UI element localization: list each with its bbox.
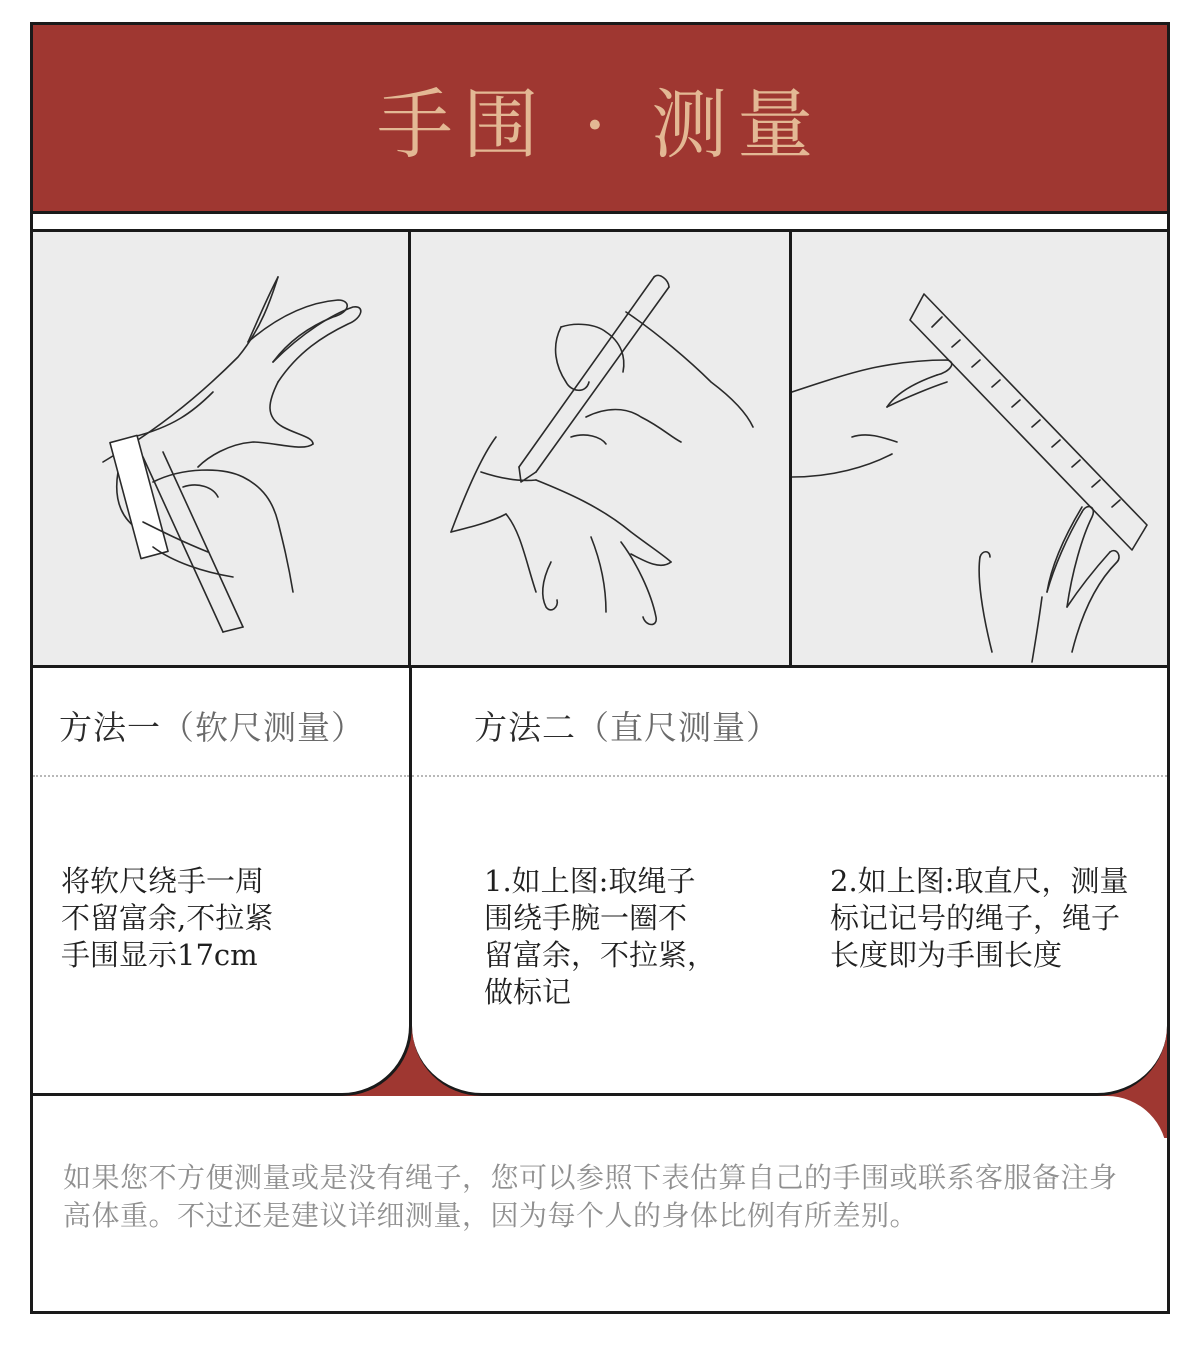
method-two-title-main: 方法二 xyxy=(474,708,576,747)
method-two-step-two: 2.如上图:取直尺，测量 标记记号的绳子，绳子 长度即为手围长度 xyxy=(830,864,1129,972)
pen-marking-string-icon xyxy=(411,232,789,665)
note-card xyxy=(33,1096,1167,1311)
method-two-title xyxy=(474,702,780,749)
method-two-title-sub: （直尺测量） xyxy=(576,708,780,747)
pen-marking-illustration xyxy=(411,232,792,665)
dotted-divider xyxy=(33,775,409,777)
method-one-card xyxy=(33,668,412,1096)
method-one-title-main: 方法一 xyxy=(59,708,161,747)
methods-section xyxy=(33,668,1167,1311)
method-two-card xyxy=(412,668,1167,1096)
page-title: 手围 · 测量 xyxy=(376,80,824,169)
method-one-title xyxy=(59,702,365,749)
method-one-text: 将软尺绕手一周 不留富余,不拉紧 手围显示17cm xyxy=(61,864,274,972)
measurement-card xyxy=(30,22,1170,1314)
method-two-step-one: 1.如上图:取绳子 围绕手腕一圈不 留富余，不拉紧， 做标记 xyxy=(484,864,717,1009)
illustration-row xyxy=(33,232,1167,668)
title-banner xyxy=(33,25,1167,214)
ruler-measuring-string-icon xyxy=(792,232,1167,665)
soft-tape-measuring-wrist-icon xyxy=(33,232,408,665)
dotted-divider xyxy=(412,775,1167,777)
method-one-title-sub: （软尺测量） xyxy=(161,708,365,747)
note-text: 如果您不方便测量或是没有绳子，您可以参照下表估算自己的手围或联系客服备注身高体重。不过还是建议详细测量，因为每个人的身体比例有所差别。 xyxy=(63,1161,1118,1232)
soft-tape-illustration xyxy=(33,232,411,665)
ruler-measuring-illustration xyxy=(792,232,1167,665)
